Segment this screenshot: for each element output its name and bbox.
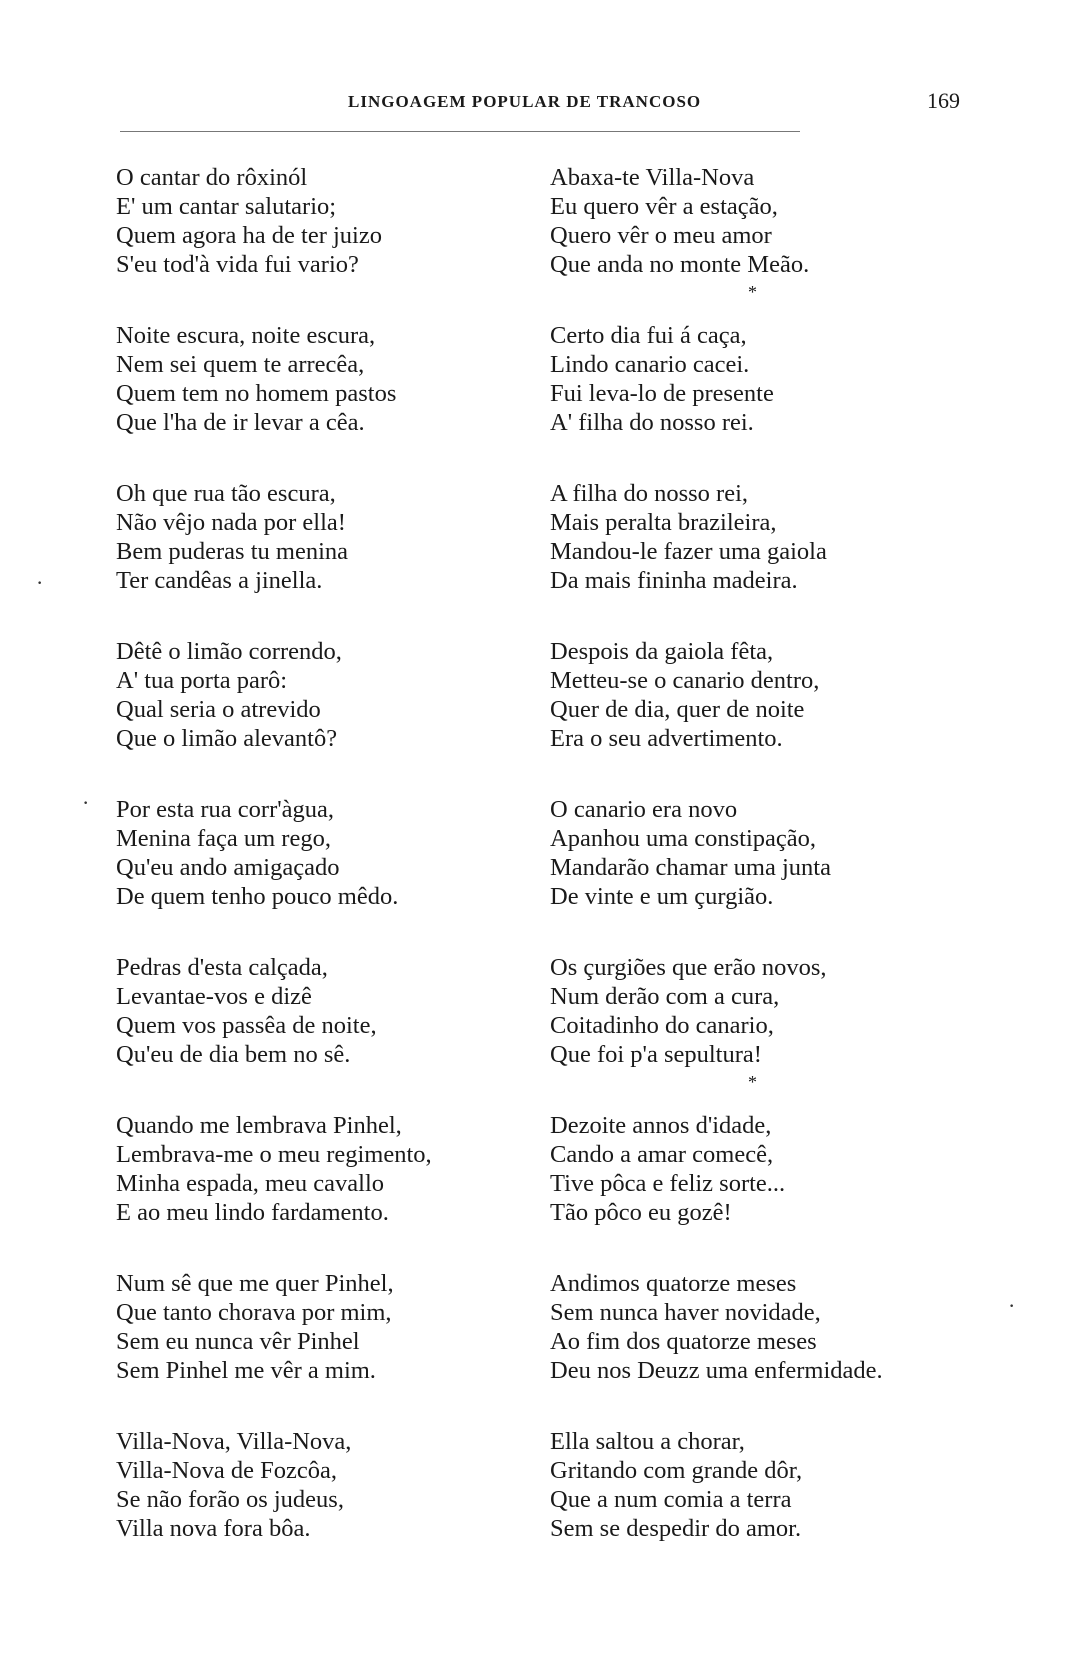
verse-line: Quero vêr o meu amor [550,222,772,249]
stanza [550,1269,990,1385]
stanza [550,1427,990,1543]
stanza [116,1111,516,1227]
verse-line: Sem Pinhel me vêr a mim. [116,1357,376,1384]
verse-line: Quem vos passêa de noite, [116,1012,377,1039]
verse-line: Menina faça um rego, [116,825,331,852]
verse-line: Se não forão os judeus, [116,1486,344,1513]
verse-line: Qual seria o atrevido [116,696,321,723]
verse-line: Ao fim dos quatorze meses [550,1328,817,1355]
verse-line: O canario era novo [550,796,738,823]
verse-line: E' um cantar salutario; [116,193,337,220]
verse-line: Lindo canario cacei. [550,351,750,378]
stanza-block [550,795,990,953]
stanza-block [116,637,516,795]
verse-line: Da mais fininha madeira. [550,567,798,594]
verse-line: Qu'eu de dia bem no sê. [116,1041,351,1068]
margin-dot: · [82,790,90,815]
verse-line: Abaxa-te Villa-Nova [550,164,755,191]
verse-line: Num sê que me quer Pinhel, [116,1270,394,1297]
verse-line: Levantae-vos e dizê [116,983,312,1010]
verse-line: Que anda no monte Meão. [550,251,810,278]
verse-line: Mandou-le fazer uma gaiola [550,538,827,565]
verse-line: Bem puderas tu menina [116,538,349,565]
verse-line: A' tua porta parô: [116,667,288,694]
page-number: 169 [927,88,960,113]
verse-line: Deu nos Deuzz uma enfermidade. [550,1357,883,1384]
verse-line: Dêtê o limão correndo, [116,638,342,665]
verse-line: Certo dia fui á caça, [550,322,747,349]
verse-line: Quer de dia, quer de noite [550,696,805,723]
verse-line: De vinte e um çurgião. [550,883,774,910]
stanza-block [116,321,516,479]
stanza-block [550,479,990,637]
running-title: LINGOAGEM POPULAR DE TRANCOSO [348,92,702,111]
verse-line: Que l'ha de ir levar a cêa. [116,409,365,436]
stanza-block [550,163,990,321]
verse-line: Sem eu nunca vêr Pinhel [116,1328,360,1355]
stanza [116,163,516,279]
stanza [116,1427,516,1543]
stanza [116,479,516,595]
verse-line: A' filha do nosso rei. [550,409,754,436]
margin-dot: · [1008,1293,1016,1318]
stanza [116,953,516,1069]
verse-line: Mandarão chamar uma junta [550,854,831,881]
stanza-block [550,1427,990,1585]
verse-line: Oh que rua tão escura, [116,480,336,507]
verse-line: Que o limão alevantô? [116,725,338,752]
stanza-block [550,1269,990,1427]
verse-line: Metteu-se o canario dentro, [550,667,820,694]
header-rule [120,131,800,132]
page-header [120,88,960,118]
stanza [550,795,990,911]
verse-line: Gritando com grande dôr, [550,1457,803,1484]
stanza-block [550,953,990,1111]
verse-line: Pedras d'esta calçada, [116,954,328,981]
verse-line: Fui leva-lo de presente [550,380,774,407]
verse-line: Apanhou uma constipação, [550,825,817,852]
left-column [116,163,516,1585]
stanza-separator: * [748,282,757,302]
verse-line: Coitadinho do canario, [550,1012,774,1039]
verse-line: E ao meu lindo fardamento. [116,1199,389,1226]
verse-line: Que a num comia a terra [550,1486,792,1513]
verse-line: Os çurgiões que erão novos, [550,954,827,981]
stanza [116,321,516,437]
verse-line: Villa-Nova de Fozcôa, [116,1457,337,1484]
verse-line: Qu'eu ando amigaçado [116,854,340,881]
verse-line: Minha espada, meu cavallo [116,1170,385,1197]
stanza [116,795,516,911]
verse-line: Quem agora ha de ter juizo [116,222,382,249]
verse-line: Por esta rua corr'àgua, [116,796,335,823]
verse-line: A filha do nosso rei, [550,480,749,507]
stanza-block [116,163,516,321]
stanza [550,163,990,279]
verse-line: Dezoite annos d'idade, [550,1112,772,1139]
stanza-separator: * [748,1072,757,1092]
margin-dot: · [36,570,44,595]
verse-line: Que foi p'a sepultura! [550,1041,762,1068]
stanza [550,953,990,1069]
verse-line: S'eu tod'à vida fui vario? [116,251,359,278]
stanza-block [550,1111,990,1269]
stanza [116,1269,516,1385]
stanza-block [116,479,516,637]
verse-line: Noite escura, noite escura, [116,322,376,349]
verse-line: O cantar do rôxinól [116,164,308,191]
verse-line: Sem se despedir do amor. [550,1515,802,1542]
stanza-block [550,637,990,795]
verse-line: Cando a amar comecê, [550,1141,774,1168]
verse-line: Não vêjo nada por ella! [116,509,346,536]
verse-line: Mais peralta brazileira, [550,509,777,536]
verse-line: Lembrava-me o meu regimento, [116,1141,432,1168]
stanza-block [116,795,516,953]
verse-line: Era o seu advertimento. [550,725,783,752]
verse-line: Que tanto chorava por mim, [116,1299,392,1326]
verse-line: Andimos quatorze meses [550,1270,797,1297]
verse-line: De quem tenho pouco mêdo. [116,883,399,910]
stanza [550,479,990,595]
verse-line: Quem tem no homem pastos [116,380,397,407]
stanza-block [116,1269,516,1427]
verse-line: Sem nunca haver novidade, [550,1299,821,1326]
verse-line: Despois da gaiola fêta, [550,638,774,665]
stanza [550,321,990,437]
verse-line: Ella saltou a chorar, [550,1428,745,1455]
stanza-block [116,1427,516,1585]
stanza-block [550,321,990,479]
right-column [550,163,990,1585]
verse-line: Nem sei quem te arrecêa, [116,351,365,378]
stanza-block [116,953,516,1111]
verse-line: Villa nova fora bôa. [116,1515,311,1542]
stanza [116,637,516,753]
verse-line: Ter candêas a jinella. [116,567,323,594]
verse-line: Num derão com a cura, [550,983,780,1010]
stanza-block [116,1111,516,1269]
stanza [550,637,990,753]
verse-line: Eu quero vêr a estação, [550,193,778,220]
verse-line: Quando me lembrava Pinhel, [116,1112,402,1139]
verse-line: Tive pôca e feliz sorte... [550,1170,786,1197]
stanza [550,1111,990,1227]
verse-line: Tão pôco eu gozê! [550,1199,732,1226]
verse-line: Villa-Nova, Villa-Nova, [116,1428,352,1455]
